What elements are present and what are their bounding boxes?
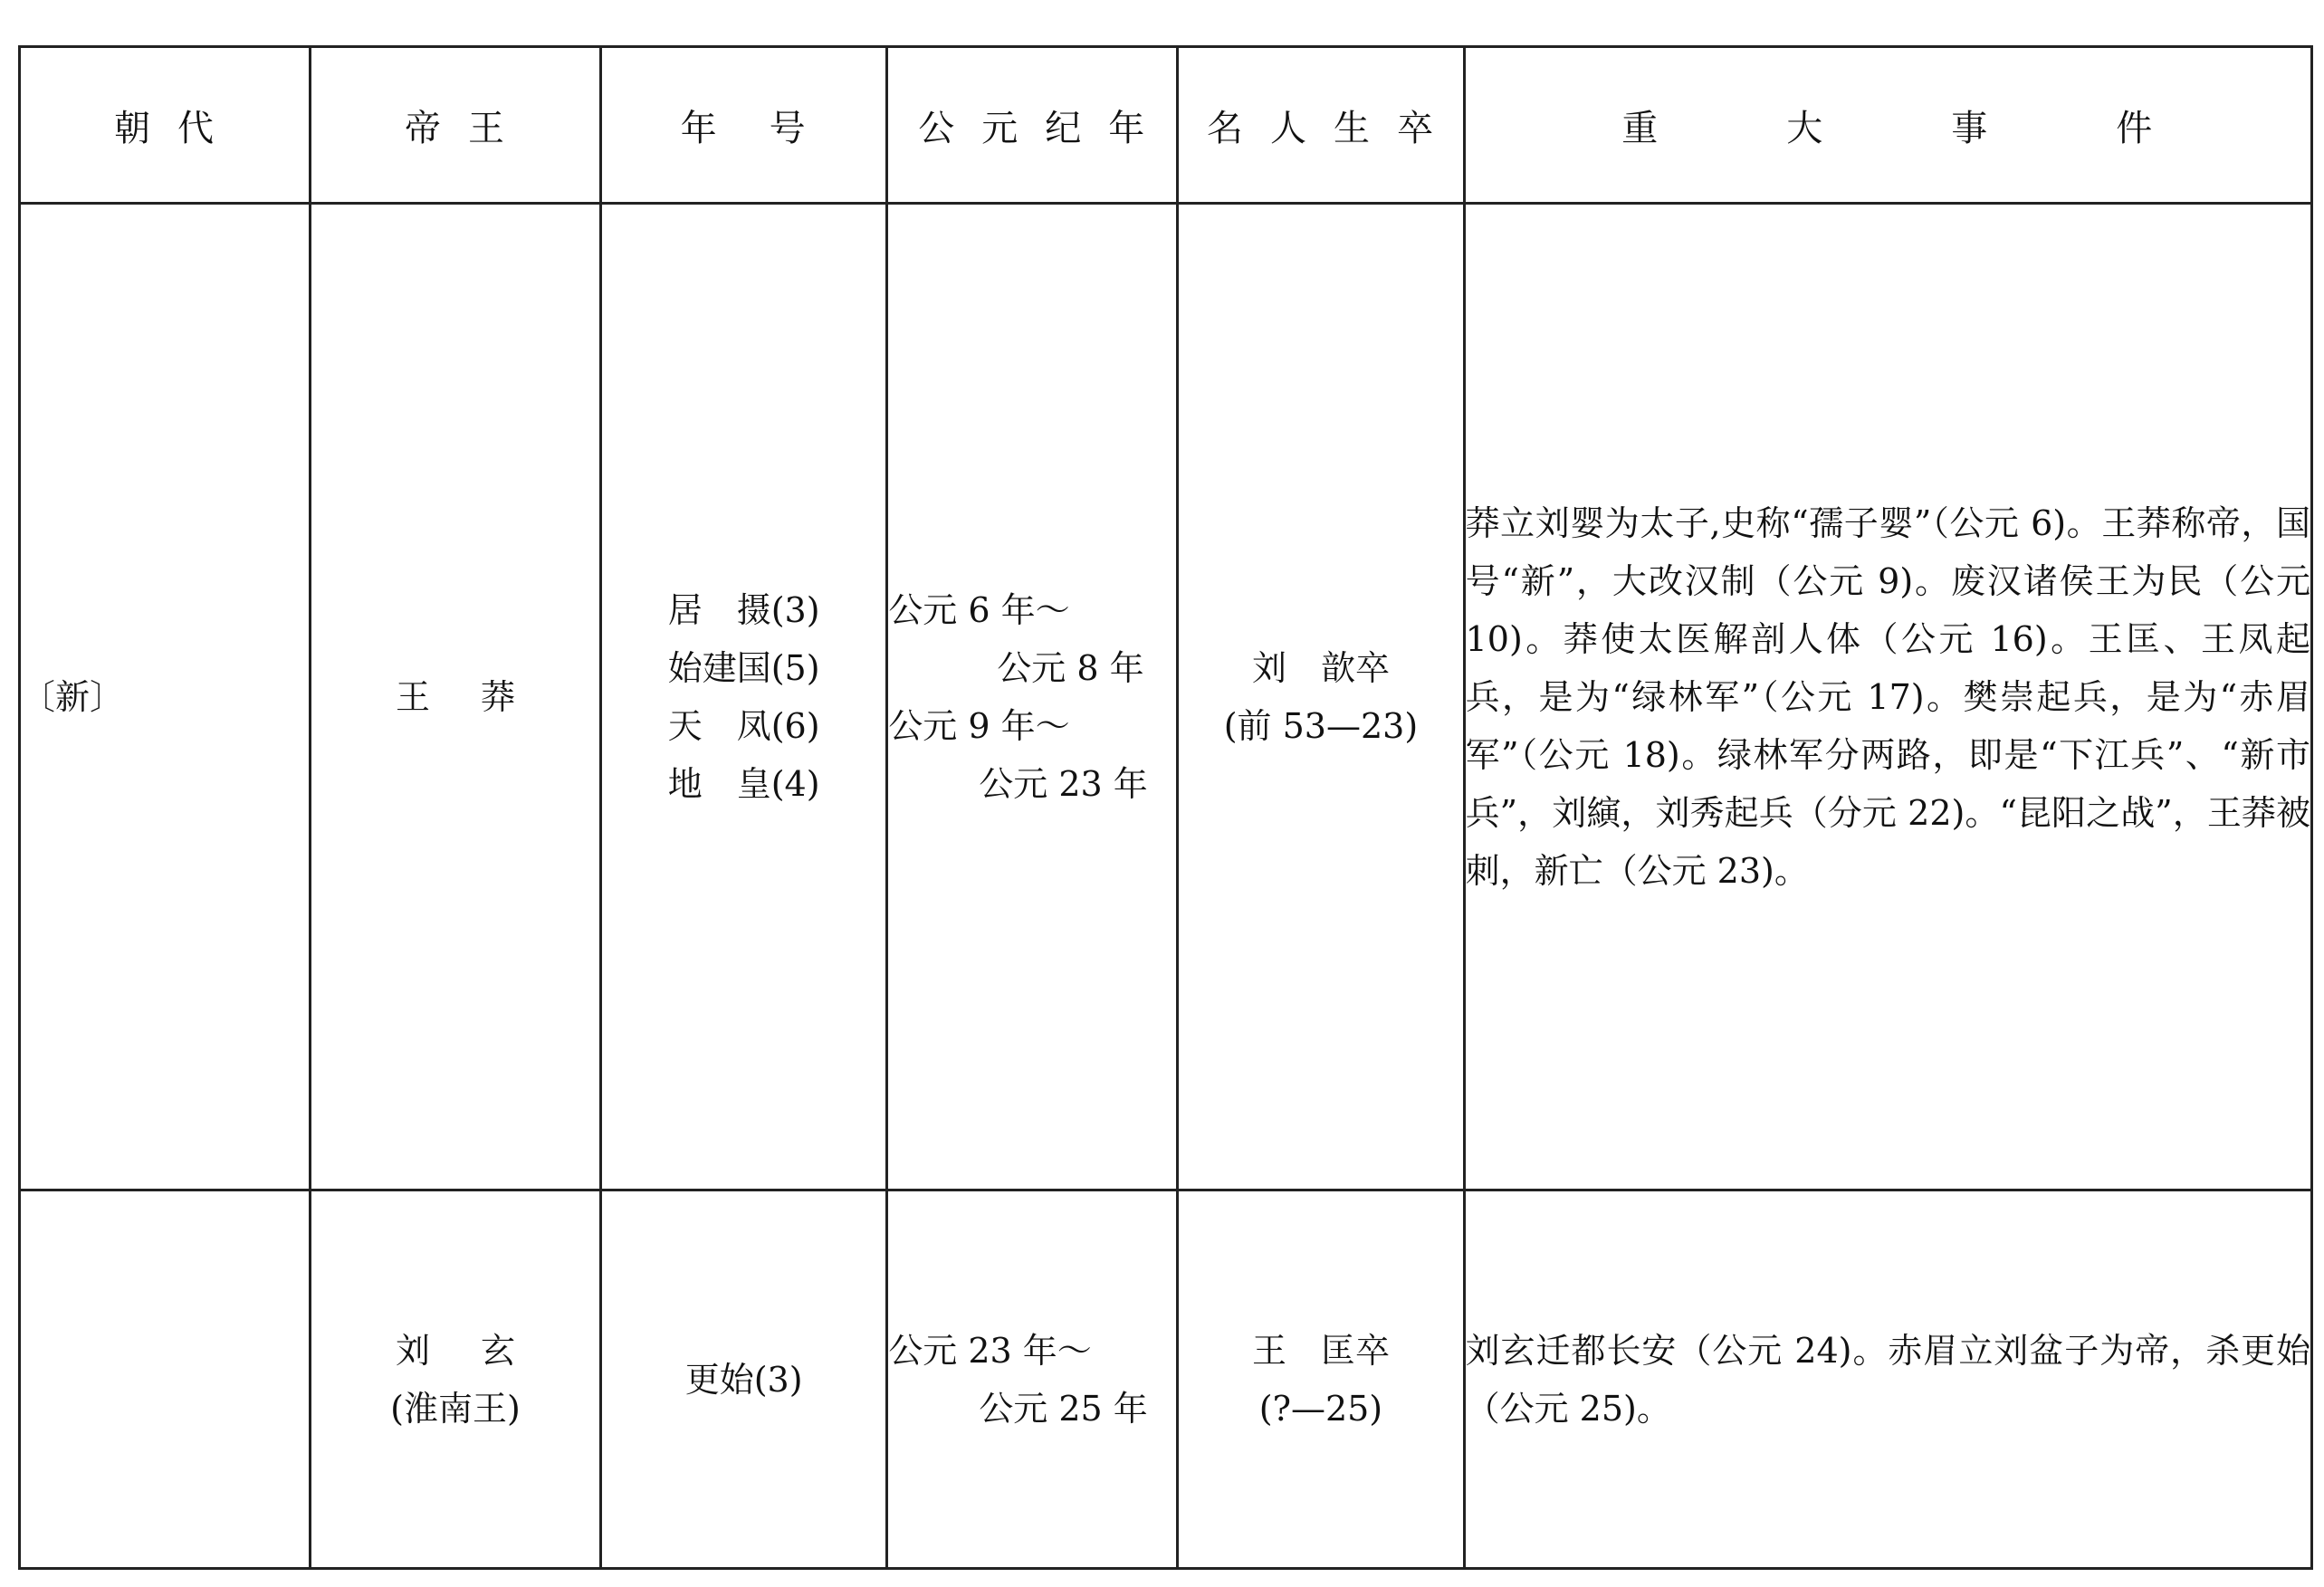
emperor-cell: 刘 玄 (淮南王) (311, 1190, 601, 1569)
era-cell (601, 204, 887, 1190)
header-famous-people: 名 人 生 卒 (1178, 47, 1464, 204)
table-row (20, 1190, 2312, 1569)
people-cell (1178, 1190, 1464, 1569)
dynasty-cell (20, 1190, 311, 1569)
header-emperor: 帝 王 (311, 47, 601, 204)
year-line: 公元 9 年～ (888, 705, 1070, 746)
person-name: 王 匡卒 (1251, 1330, 1390, 1371)
header-ad-years: 公 元 纪 年 (887, 47, 1178, 204)
table-row (20, 204, 2312, 1190)
chronology-table (18, 45, 2313, 1570)
header-era-name: 年 号 (601, 47, 887, 204)
years-cell (887, 1190, 1178, 1569)
era-item: 居 摄(3) (667, 589, 820, 630)
dynasty-cell: 〔新〕 (20, 204, 311, 1190)
header-row (20, 47, 2312, 204)
era-item: 地 皇(4) (667, 763, 820, 804)
events-cell: 莽立刘婴为太子,史称“孺子婴”（公元 6)。王莽称帝，国号“新”，大改汉制（公元 9)。废汉诸侯王为民（公元 10)。莽使太医解剖人体（公元 16)。王匡、王凤起兵，是为“绿林军”（公元 17)。樊崇起兵，是为“赤眉军”（公元 18)。绿林军分两路，即是“下江兵”、“新市兵”，刘縯，刘秀起兵（分元 22)。“昆阳之战”，王莽被刺，新亡（公元 23)。 (1464, 204, 2311, 1190)
person-name: 刘 歆卒 (1251, 647, 1390, 688)
person-dates: (前 53—23) (1223, 705, 1419, 746)
era-item: 始建国(5) (667, 647, 820, 688)
emperor-cell: 王 莽 (311, 204, 601, 1190)
years-cell (887, 204, 1178, 1190)
era-cell: 更始(3) (601, 1190, 887, 1569)
header-dynasty: 朝 代 (20, 47, 311, 204)
people-cell (1178, 204, 1464, 1190)
year-line: 公元 23 年 (979, 763, 1148, 804)
events-cell: 刘玄迁都长安（公元 24)。赤眉立刘盆子为帝，杀更始（公元 25)。 (1464, 1190, 2311, 1569)
era-item: 天 凤(6) (667, 705, 820, 746)
emperor-note: (淮南王) (390, 1388, 521, 1429)
person-dates: (?—25) (1258, 1388, 1383, 1429)
header-major-events: 重 大 事 件 (1464, 47, 2311, 204)
year-line: 公元 6 年～ (888, 589, 1070, 630)
year-line: 公元 23 年～ (888, 1330, 1092, 1371)
year-line: 公元 8 年 (997, 647, 1144, 688)
year-line: 公元 25 年 (979, 1388, 1148, 1429)
